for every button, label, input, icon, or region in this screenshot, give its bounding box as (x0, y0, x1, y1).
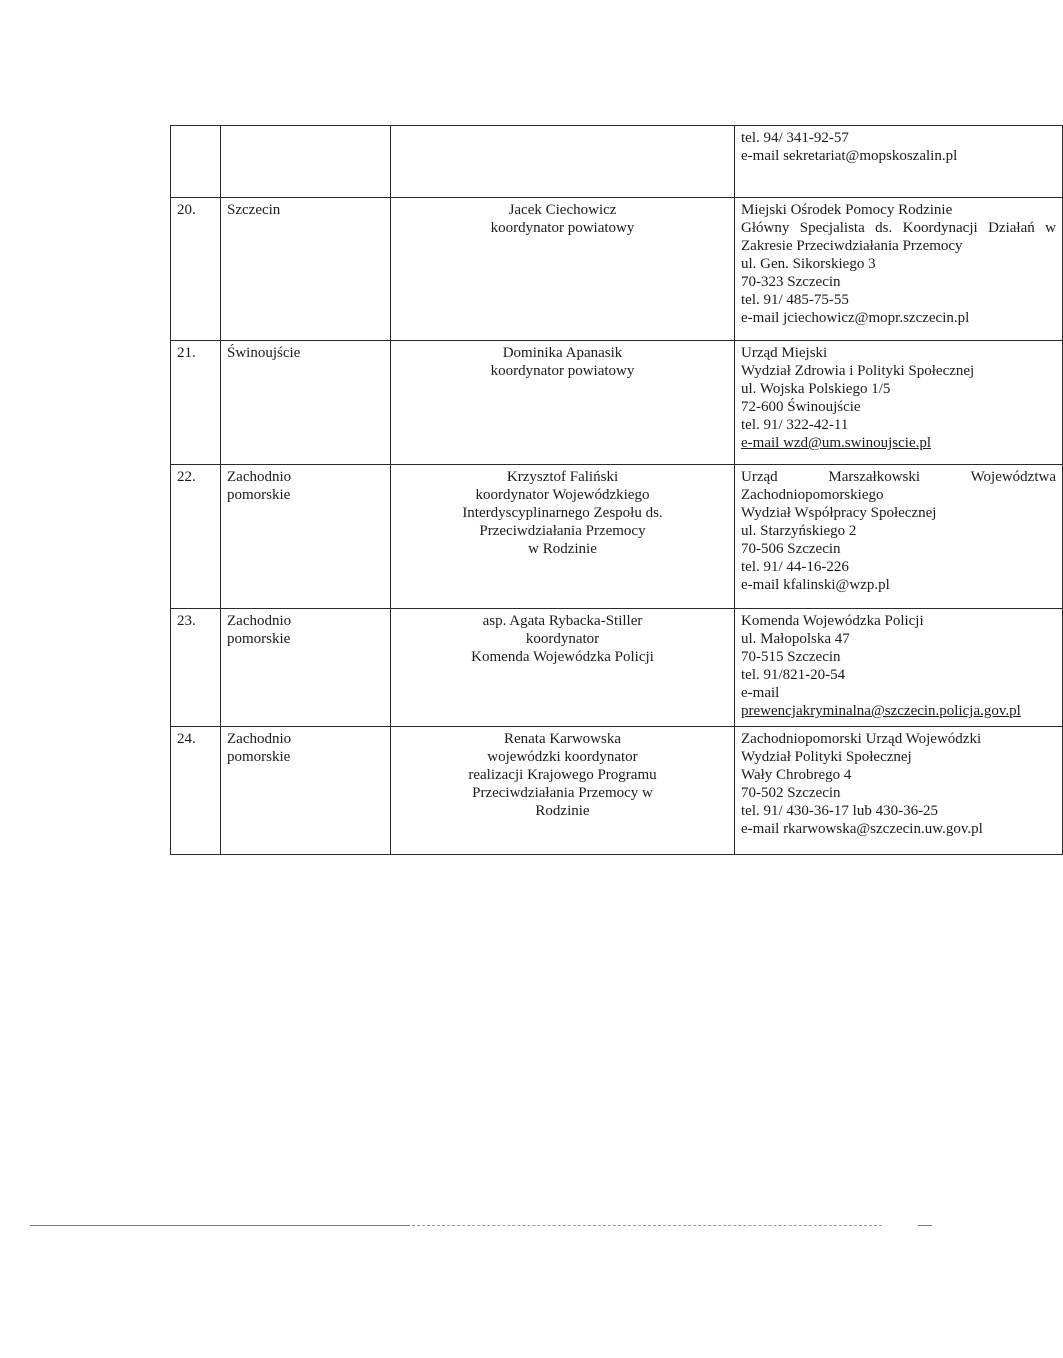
row-address (735, 126, 1063, 198)
row-number: 21. (171, 341, 221, 465)
person-line: realizacji Krajowego Programu (468, 767, 657, 783)
person-line: koordynator Wojewódzkiego (475, 487, 650, 503)
row-city (221, 341, 391, 465)
person-line: koordynator powiatowy (490, 220, 635, 236)
city-line: Zachodnio (227, 469, 292, 485)
row-city (221, 465, 391, 609)
email-link[interactable]: prewencjakryminalna@szczecin.policja.gov.pl (741, 703, 1021, 719)
email-link[interactable]: e-mail jciechowicz@mopr.szczecin.pl (741, 310, 970, 326)
city-line: Zachodnio (227, 731, 292, 747)
address-line: tel. 91/ 322-42-11 (741, 417, 849, 433)
address-line: Komenda Wojewódzka Policji (741, 613, 924, 629)
person-line: Interdyscyplinarnego Zespołu ds. (462, 505, 663, 521)
row-city (221, 126, 391, 198)
address-line: Wydział Współpracy Społecznej (741, 505, 937, 521)
coordinators-table (170, 125, 1063, 855)
person-line: Jacek Ciechowicz (508, 202, 617, 218)
address-line: 70-515 Szczecin (741, 649, 841, 665)
address-line: Zakresie Przeciwdziałania Przemocy (741, 238, 963, 254)
table-row (171, 727, 1063, 855)
address-line: Wały Chrobrego 4 (741, 767, 852, 783)
address-line: ul. Starzyńskiego 2 (741, 523, 857, 539)
row-city (221, 727, 391, 855)
address-line: Wydział Zdrowia i Polityki Społecznej (741, 363, 975, 379)
address-line: Urząd Miejski (741, 345, 828, 361)
address-line: tel. 91/821-20-54 (741, 667, 846, 683)
table-row (171, 126, 1063, 198)
email-link[interactable]: e-mail kfalinski@wzp.pl (741, 577, 890, 593)
person-line: koordynator (525, 631, 600, 647)
table-row (171, 341, 1063, 465)
row-address (735, 198, 1063, 341)
row-person (391, 198, 735, 341)
address-line: tel. 91/ 485-75-55 (741, 292, 849, 308)
row-person (391, 126, 735, 198)
person-line: wojewódzki koordynator (487, 749, 638, 765)
address-line: ul. Małopolska 47 (741, 631, 850, 647)
footer-rule (412, 1225, 882, 1226)
row-city (221, 198, 391, 341)
row-address (735, 727, 1063, 855)
address-line: 70-323 Szczecin (741, 274, 841, 290)
address-line: ul. Gen. Sikorskiego 3 (741, 256, 876, 272)
row-number: 23. (171, 609, 221, 727)
table-row (171, 198, 1063, 341)
row-number: 22. (171, 465, 221, 609)
address-line: 70-502 Szczecin (741, 785, 841, 801)
table-row (171, 609, 1063, 727)
email-link[interactable]: e-mail wzd@um.swinoujscie.pl (741, 435, 932, 451)
address-line: Urząd Marszałkowski Województwa (741, 469, 1056, 485)
row-city (221, 609, 391, 727)
address-line: Główny Specjalista ds. Koordynacji Działań w (741, 220, 1056, 236)
footer-rule (918, 1225, 932, 1226)
address-line: tel. 91/ 430-36-17 lub 430-36-25 (741, 803, 939, 819)
row-address (735, 609, 1063, 727)
row-number: 20. (171, 198, 221, 341)
table-row (171, 465, 1063, 609)
city-line: pomorskie (227, 749, 291, 765)
person-line: koordynator powiatowy (490, 363, 635, 379)
row-person (391, 341, 735, 465)
address-line: e-mail (741, 685, 780, 701)
city-line: Świnoujście (227, 345, 301, 361)
row-person (391, 465, 735, 609)
address-line: e-mail sekretariat@mopskoszalin.pl (741, 148, 958, 164)
row-number (171, 126, 221, 198)
address-line: Miejski Ośrodek Pomocy Rodzinie (741, 202, 953, 218)
address-line: Zachodniopomorskiego (741, 487, 884, 503)
person-line: w Rodzinie (528, 541, 597, 557)
person-line: Przeciwdziałania Przemocy (479, 523, 646, 539)
address-line: 70-506 Szczecin (741, 541, 841, 557)
address-line: Zachodniopomorski Urząd Wojewódzki (741, 731, 982, 747)
address-line: Wydział Polityki Społecznej (741, 749, 912, 765)
row-person (391, 609, 735, 727)
row-number: 24. (171, 727, 221, 855)
city-line: Szczecin (227, 202, 281, 218)
row-address (735, 341, 1063, 465)
city-line: Zachodnio (227, 613, 292, 629)
email-link[interactable]: e-mail rkarwowska@szczecin.uw.gov.pl (741, 821, 983, 837)
person-line: Przeciwdziałania Przemocy w (472, 785, 653, 801)
person-line: Rodzinie (535, 803, 590, 819)
person-line: Komenda Wojewódzka Policji (471, 649, 654, 665)
address-line: tel. 91/ 44-16-226 (741, 559, 849, 575)
person-line: Dominika Apanasik (502, 345, 623, 361)
footer-rule (30, 1225, 410, 1226)
address-line: ul. Wojska Polskiego 1/5 (741, 381, 891, 397)
city-line: pomorskie (227, 487, 291, 503)
person-line: Krzysztof Faliński (506, 469, 619, 485)
person-line: asp. Agata Rybacka-Stiller (482, 613, 643, 629)
address-line: 72-600 Świnoujście (741, 399, 861, 415)
address-line: tel. 94/ 341-92-57 (741, 130, 849, 146)
city-line: pomorskie (227, 631, 291, 647)
person-line: Renata Karwowska (503, 731, 622, 747)
row-address (735, 465, 1063, 609)
row-person (391, 727, 735, 855)
